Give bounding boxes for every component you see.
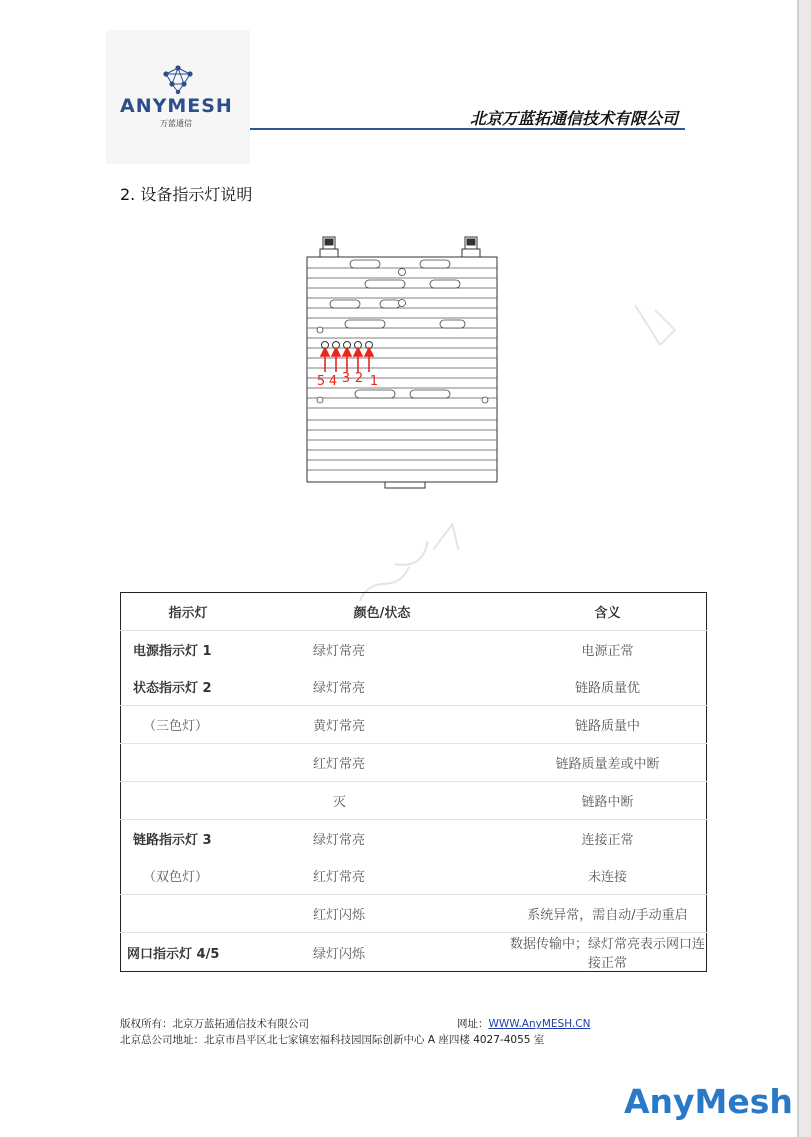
address-text: 北京总公司地址：北京市昌平区北七家镇宏福科技园国际创新中心 A 座四楼 4027-4055 室 — [120, 1034, 545, 1046]
header-rule — [250, 128, 685, 130]
indicator-cell: （双色灯） — [121, 857, 256, 895]
meaning-cell: 连接正常 — [581, 833, 634, 848]
indicator-cell: 状态指示灯 2 — [121, 668, 256, 706]
table-row — [121, 857, 707, 895]
device-diagram — [290, 230, 510, 495]
table-header-row — [121, 593, 707, 631]
indicator-cell: 网口指示灯 4/5 — [127, 946, 220, 962]
led-number: 1 — [369, 374, 379, 389]
meaning-cell: 电源正常 — [581, 644, 634, 659]
led-number: 5 — [316, 374, 326, 389]
state-cell: 绿灯常亮 — [255, 668, 509, 706]
state-cell: 绿灯常亮 — [313, 833, 366, 848]
meaning-cell: 链路中断 — [509, 782, 707, 820]
state-cell: 红灯常亮 — [255, 744, 509, 782]
brand-text: AnyMesh — [624, 1082, 793, 1121]
col-header-indicator: 指示灯 — [121, 593, 256, 631]
url-label: 网址： — [457, 1018, 489, 1030]
table-row — [121, 668, 707, 706]
logo-text: ANYMESH — [120, 95, 233, 117]
company-name: 北京万蓝拓通信技术有限公司 — [470, 109, 679, 128]
col-header-meaning: 含义 — [509, 593, 707, 631]
indicator-table — [120, 592, 707, 972]
meaning-cell: 链路质量差或中断 — [509, 744, 707, 782]
footer — [120, 1016, 591, 1048]
meaning-cell: 链路质量中 — [509, 706, 707, 744]
copyright-text: 版权所有：北京万蓝拓通信技术有限公司 — [120, 1018, 309, 1030]
meaning-cell: 链路质量优 — [509, 668, 707, 706]
table-row — [121, 895, 707, 933]
table-row — [121, 706, 707, 744]
table-row — [121, 744, 707, 782]
meaning-cell: 数据传输中；绿灯常亮表示网口连接正常 — [509, 937, 705, 971]
table-row — [121, 820, 707, 858]
website-link[interactable]: WWW.AnyMESH.CN — [488, 1018, 591, 1030]
section-title: 2. 设备指示灯说明 — [120, 185, 253, 204]
indicator-cell — [121, 744, 256, 782]
table-row — [121, 782, 707, 820]
state-cell: 红灯常亮 — [255, 857, 509, 895]
state-cell: 红灯闪烁 — [255, 895, 509, 933]
table-row — [121, 933, 707, 972]
logo-subtext: 万蓝通信 — [160, 119, 192, 128]
state-cell: 绿灯常亮 — [313, 644, 366, 659]
logo-mesh-icon — [106, 30, 250, 100]
state-cell: 灭 — [255, 782, 509, 820]
led-number: 3 — [341, 371, 351, 386]
state-cell: 黄灯常亮 — [255, 706, 509, 744]
indicator-cell — [121, 782, 256, 820]
indicator-cell: 电源指示灯 1 — [133, 644, 212, 659]
brand-logo — [624, 1082, 793, 1121]
website — [457, 1016, 590, 1032]
col-header-state: 颜色/状态 — [255, 593, 509, 631]
indicator-cell: 链路指示灯 3 — [133, 833, 212, 848]
watermark — [625, 295, 685, 355]
meaning-cell: 系统异常，需自动/手动重启 — [509, 895, 707, 933]
led-number: 2 — [354, 371, 364, 386]
meaning-cell: 未连接 — [509, 857, 707, 895]
table-row — [121, 631, 707, 669]
indicator-cell: （三色灯） — [121, 706, 256, 744]
state-cell: 绿灯闪烁 — [313, 946, 366, 962]
indicator-cell — [121, 895, 256, 933]
page-edge — [797, 0, 811, 1137]
led-number: 4 — [328, 374, 338, 389]
